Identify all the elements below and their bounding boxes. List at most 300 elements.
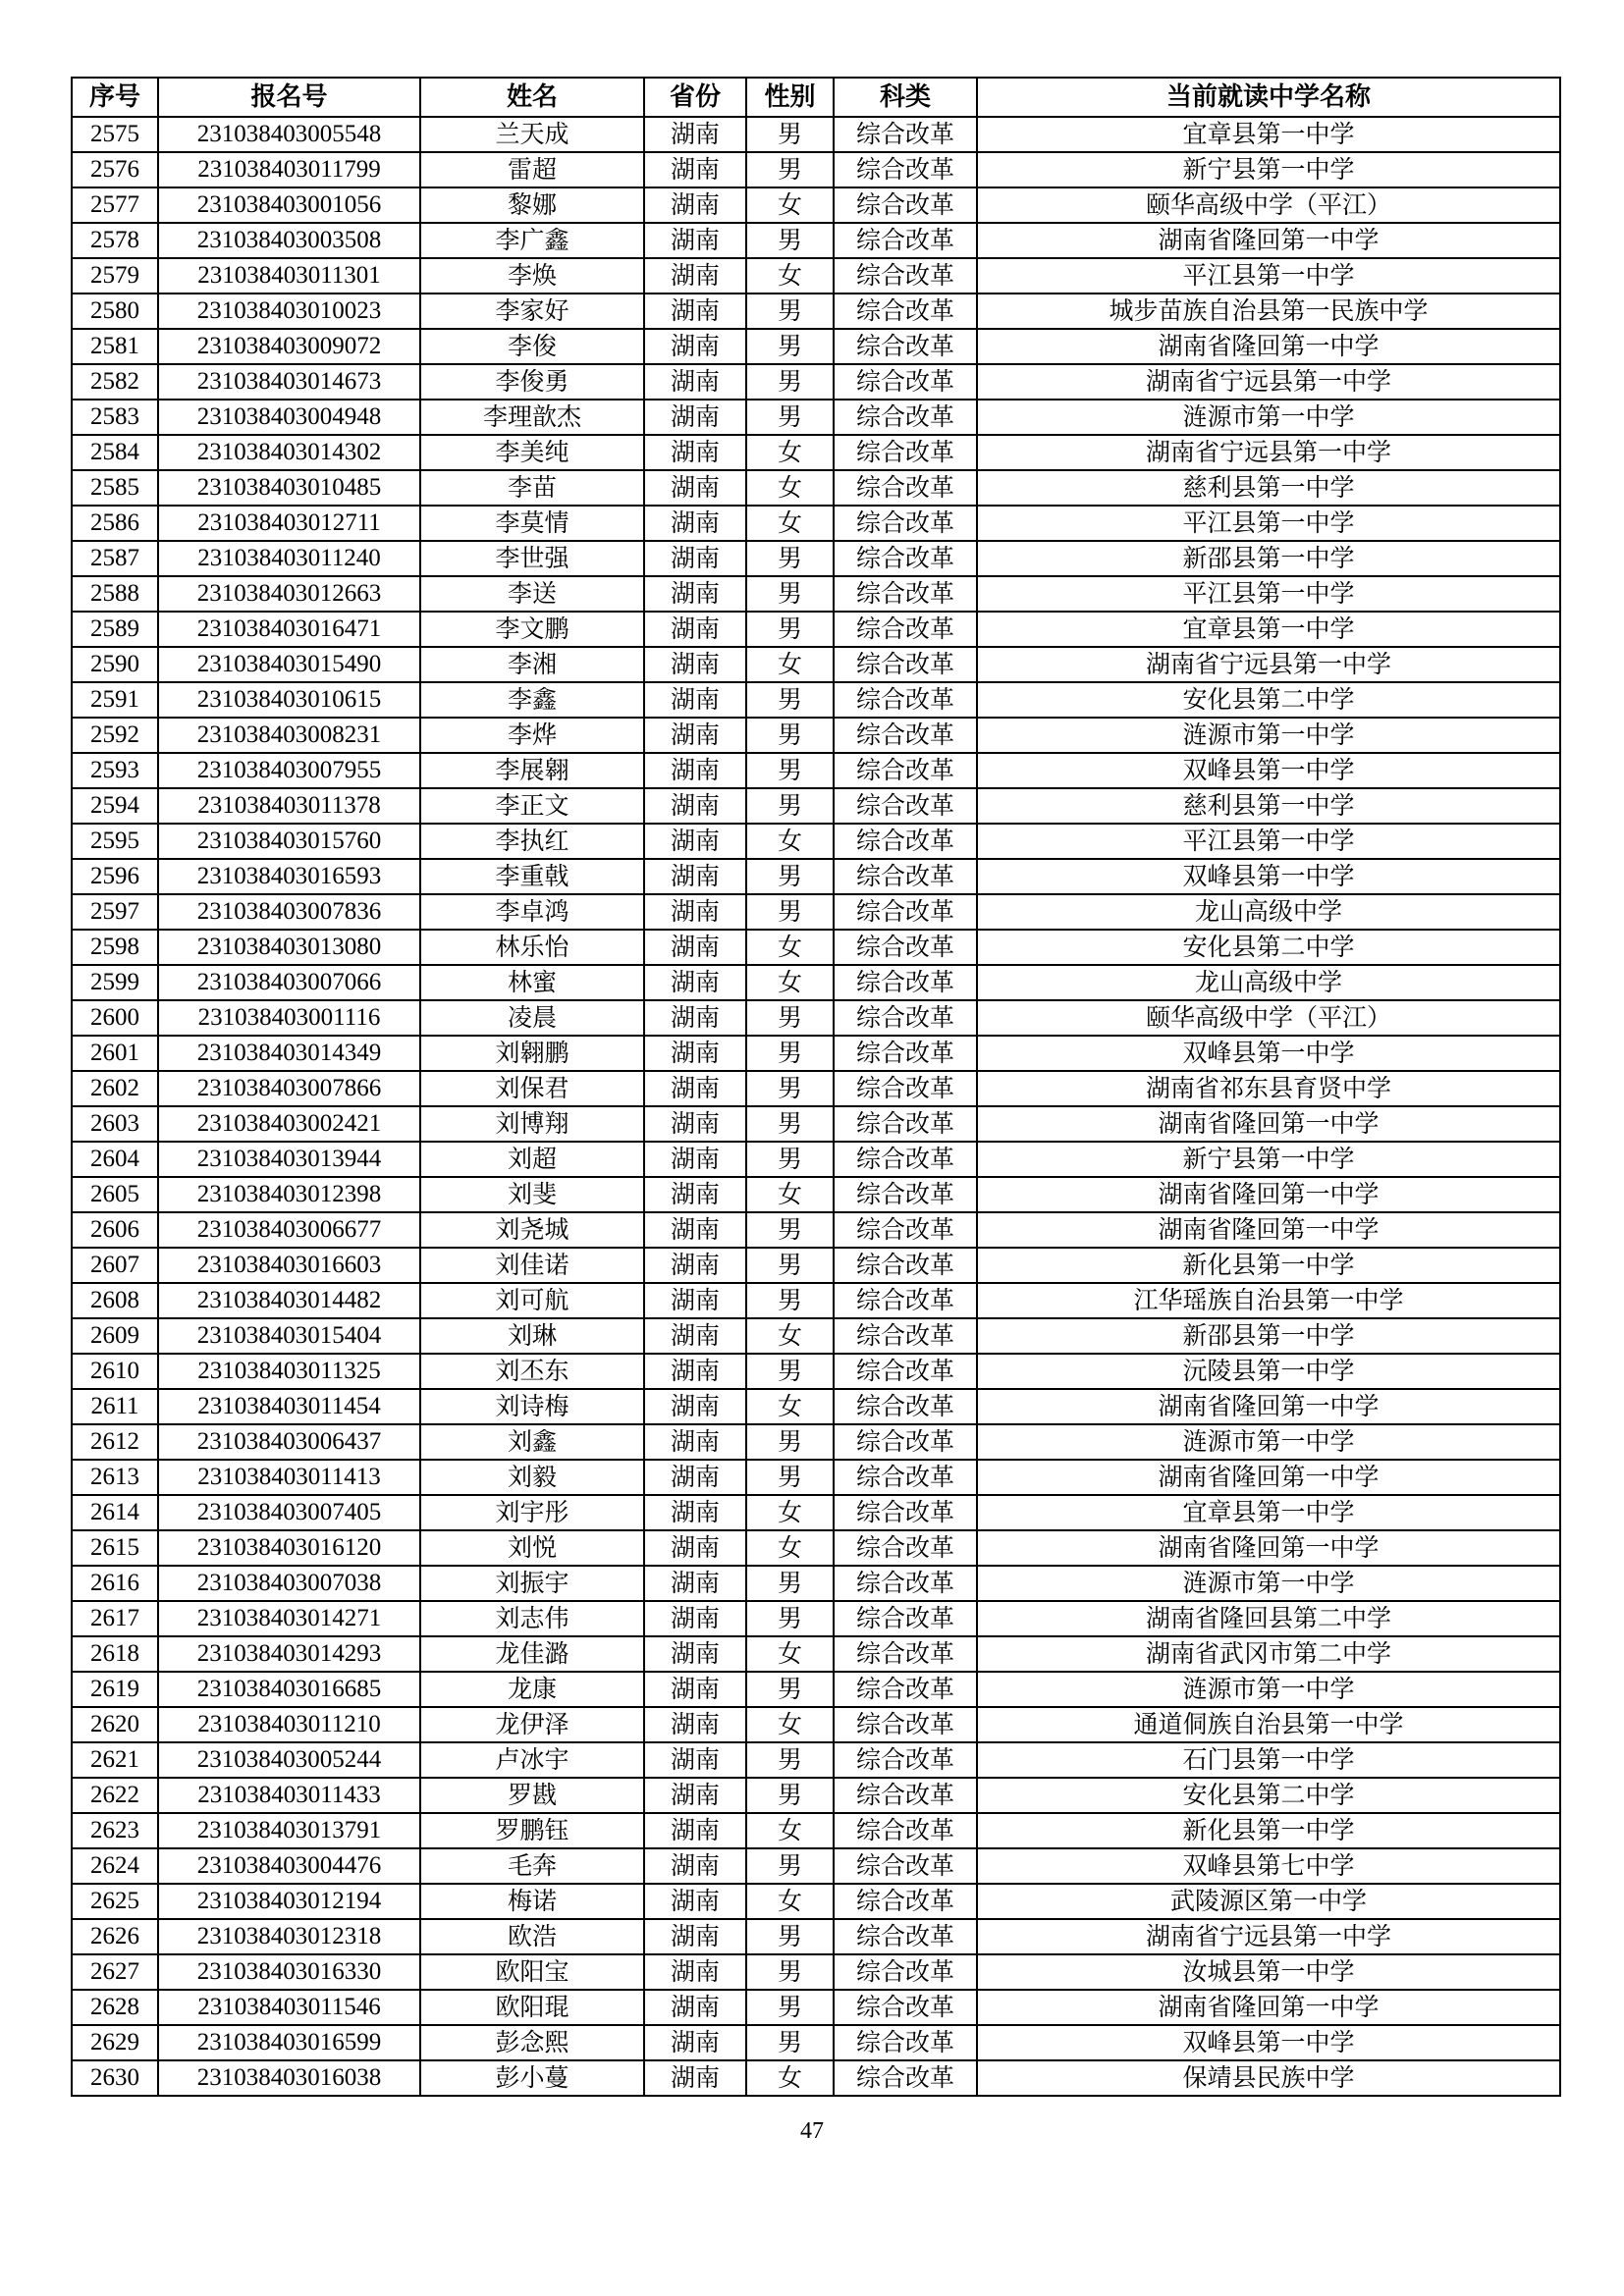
cell-category: 综合改革 [834,753,977,788]
cell-province: 湖南 [644,930,746,965]
cell-current-school: 沅陵县第一中学 [977,1354,1560,1389]
cell-province: 湖南 [644,1142,746,1177]
cell-name: 李俊勇 [420,364,644,400]
cell-gender: 男 [746,1036,834,1071]
cell-registration-number: 231038403005244 [158,1742,420,1778]
cell-category: 综合改革 [834,1424,977,1460]
cell-category: 综合改革 [834,1389,977,1424]
cell-serial: 2608 [72,1283,158,1318]
cell-serial: 2606 [72,1212,158,1248]
cell-serial: 2595 [72,824,158,859]
cell-current-school: 湖南省祁东县育贤中学 [977,1071,1560,1106]
cell-name: 刘佳诺 [420,1248,644,1283]
cell-registration-number: 231038403016038 [158,2060,420,2096]
cell-serial: 2582 [72,364,158,400]
cell-gender: 男 [746,541,834,576]
cell-current-school: 平江县第一中学 [977,506,1560,541]
cell-registration-number: 231038403011325 [158,1354,420,1389]
cell-registration-number: 231038403015404 [158,1318,420,1354]
cell-name: 李鑫 [420,682,644,718]
cell-category: 综合改革 [834,1813,977,1848]
cell-current-school: 湖南省隆回第一中学 [977,1990,1560,2025]
cell-current-school: 慈利县第一中学 [977,788,1560,824]
cell-category: 综合改革 [834,294,977,329]
cell-gender: 男 [746,223,834,258]
cell-name: 李卓鸿 [420,894,644,930]
cell-current-school: 双峰县第一中学 [977,859,1560,894]
cell-name: 刘斐 [420,1177,644,1212]
cell-gender: 男 [746,682,834,718]
cell-registration-number: 231038403016599 [158,2025,420,2060]
cell-gender: 女 [746,1707,834,1742]
cell-province: 湖南 [644,329,746,364]
cell-category: 综合改革 [834,1707,977,1742]
cell-gender: 男 [746,364,834,400]
cell-serial: 2589 [72,612,158,647]
cell-province: 湖南 [644,1177,746,1212]
cell-serial: 2599 [72,965,158,1000]
table-row [72,152,1560,187]
cell-province: 湖南 [644,223,746,258]
cell-current-school: 慈利县第一中学 [977,470,1560,506]
cell-serial: 2591 [72,682,158,718]
cell-gender: 男 [746,1142,834,1177]
cell-gender: 男 [746,1601,834,1636]
cell-category: 综合改革 [834,329,977,364]
table-row [72,1601,1560,1636]
cell-name: 雷超 [420,152,644,187]
table-row [72,329,1560,364]
cell-serial: 2615 [72,1530,158,1566]
cell-current-school: 涟源市第一中学 [977,400,1560,435]
cell-province: 湖南 [644,541,746,576]
cell-registration-number: 231038403010023 [158,294,420,329]
cell-serial: 2587 [72,541,158,576]
cell-current-school: 新宁县第一中学 [977,152,1560,187]
cell-serial: 2590 [72,647,158,682]
cell-gender: 男 [746,400,834,435]
cell-registration-number: 231038403014271 [158,1601,420,1636]
cell-current-school: 石门县第一中学 [977,1742,1560,1778]
table-row [72,930,1560,965]
cell-province: 湖南 [644,788,746,824]
cell-gender: 男 [746,1212,834,1248]
cell-registration-number: 231038403016593 [158,859,420,894]
cell-name: 卢冰宇 [420,1742,644,1778]
cell-serial: 2580 [72,294,158,329]
cell-registration-number: 231038403014482 [158,1283,420,1318]
cell-current-school: 涟源市第一中学 [977,718,1560,753]
cell-province: 湖南 [644,718,746,753]
cell-province: 湖南 [644,1636,746,1672]
header-province: 省份 [644,78,746,117]
table-row [72,258,1560,294]
cell-registration-number: 231038403012194 [158,1884,420,1919]
table-row [72,1248,1560,1283]
cell-gender: 男 [746,1460,834,1495]
cell-category: 综合改革 [834,1566,977,1601]
cell-category: 综合改革 [834,1106,977,1142]
cell-province: 湖南 [644,1106,746,1142]
cell-province: 湖南 [644,2060,746,2096]
cell-registration-number: 231038403016330 [158,1954,420,1990]
cell-category: 综合改革 [834,470,977,506]
table-body [72,117,1560,2096]
cell-gender: 男 [746,329,834,364]
cell-province: 湖南 [644,1530,746,1566]
cell-serial: 2604 [72,1142,158,1177]
cell-category: 综合改革 [834,506,977,541]
cell-gender: 女 [746,1177,834,1212]
cell-serial: 2576 [72,152,158,187]
cell-name: 李俊 [420,329,644,364]
cell-province: 湖南 [644,1248,746,1283]
cell-category: 综合改革 [834,541,977,576]
cell-gender: 女 [746,1530,834,1566]
table-row [72,1954,1560,1990]
cell-current-school: 武陵源区第一中学 [977,1884,1560,1919]
table-row [72,2060,1560,2096]
table-row [72,1036,1560,1071]
cell-province: 湖南 [644,1954,746,1990]
cell-category: 综合改革 [834,718,977,753]
cell-registration-number: 231038403005548 [158,117,420,152]
table-row [72,1742,1560,1778]
table-row [72,1813,1560,1848]
cell-gender: 男 [746,152,834,187]
table-row [72,718,1560,753]
cell-gender: 女 [746,647,834,682]
cell-name: 李世强 [420,541,644,576]
cell-serial: 2624 [72,1848,158,1884]
cell-serial: 2584 [72,435,158,470]
cell-registration-number: 231038403004476 [158,1848,420,1884]
table-row [72,1283,1560,1318]
cell-name: 毛奔 [420,1848,644,1884]
cell-name: 刘尧城 [420,1212,644,1248]
cell-serial: 2630 [72,2060,158,2096]
table-row [72,576,1560,612]
cell-serial: 2623 [72,1813,158,1848]
cell-gender: 男 [746,718,834,753]
cell-gender: 男 [746,117,834,152]
cell-category: 综合改革 [834,612,977,647]
cell-category: 综合改革 [834,1283,977,1318]
cell-name: 李家好 [420,294,644,329]
cell-name: 刘诗梅 [420,1389,644,1424]
cell-registration-number: 231038403016603 [158,1248,420,1283]
table-row [72,506,1560,541]
cell-gender: 男 [746,1742,834,1778]
cell-name: 龙康 [420,1672,644,1707]
cell-serial: 2618 [72,1636,158,1672]
cell-serial: 2600 [72,1000,158,1036]
cell-name: 李送 [420,576,644,612]
cell-province: 湖南 [644,258,746,294]
header-serial: 序号 [72,78,158,117]
cell-registration-number: 231038403011301 [158,258,420,294]
table-row [72,223,1560,258]
cell-name: 刘丕东 [420,1354,644,1389]
table-row [72,470,1560,506]
cell-province: 湖南 [644,1389,746,1424]
cell-province: 湖南 [644,1283,746,1318]
cell-province: 湖南 [644,1318,746,1354]
cell-serial: 2625 [72,1884,158,1919]
cell-registration-number: 231038403014349 [158,1036,420,1071]
table-row [72,824,1560,859]
cell-name: 李重戟 [420,859,644,894]
table-row [72,1566,1560,1601]
cell-province: 湖南 [644,965,746,1000]
cell-category: 综合改革 [834,223,977,258]
cell-province: 湖南 [644,1000,746,1036]
cell-current-school: 新化县第一中学 [977,1813,1560,1848]
cell-registration-number: 231038403007955 [158,753,420,788]
cell-registration-number: 231038403006437 [158,1424,420,1460]
cell-registration-number: 231038403001056 [158,187,420,223]
cell-registration-number: 231038403012398 [158,1177,420,1212]
table-row [72,965,1560,1000]
cell-registration-number: 231038403011210 [158,1707,420,1742]
cell-province: 湖南 [644,1919,746,1954]
cell-current-school: 安化县第二中学 [977,930,1560,965]
cell-category: 综合改革 [834,400,977,435]
cell-gender: 男 [746,1848,834,1884]
cell-category: 综合改革 [834,1954,977,1990]
table-row [72,1071,1560,1106]
cell-category: 综合改革 [834,859,977,894]
cell-registration-number: 231038403014673 [158,364,420,400]
table-row [72,1424,1560,1460]
table-row [72,1530,1560,1566]
cell-serial: 2596 [72,859,158,894]
cell-registration-number: 231038403011378 [158,788,420,824]
cell-province: 湖南 [644,824,746,859]
cell-serial: 2586 [72,506,158,541]
table-row [72,1000,1560,1036]
cell-gender: 女 [746,1813,834,1848]
cell-province: 湖南 [644,894,746,930]
cell-province: 湖南 [644,1071,746,1106]
cell-category: 综合改革 [834,930,977,965]
cell-province: 湖南 [644,400,746,435]
cell-serial: 2619 [72,1672,158,1707]
cell-gender: 男 [746,1283,834,1318]
cell-name: 刘振宇 [420,1566,644,1601]
table-row [72,435,1560,470]
cell-current-school: 湖南省隆回第一中学 [977,223,1560,258]
table-row [72,1990,1560,2025]
table-row [72,1672,1560,1707]
cell-province: 湖南 [644,576,746,612]
cell-category: 综合改革 [834,1460,977,1495]
cell-category: 综合改革 [834,1601,977,1636]
cell-current-school: 双峰县第一中学 [977,1036,1560,1071]
cell-current-school: 宜章县第一中学 [977,117,1560,152]
table-row [72,1884,1560,1919]
cell-current-school: 平江县第一中学 [977,576,1560,612]
cell-current-school: 龙山高级中学 [977,894,1560,930]
cell-gender: 女 [746,1389,834,1424]
cell-registration-number: 231038403007405 [158,1495,420,1530]
cell-gender: 女 [746,470,834,506]
cell-registration-number: 231038403014302 [158,435,420,470]
cell-registration-number: 231038403011240 [158,541,420,576]
cell-name: 李理歆杰 [420,400,644,435]
cell-gender: 男 [746,1248,834,1283]
table-row [72,364,1560,400]
cell-name: 刘琳 [420,1318,644,1354]
cell-gender: 男 [746,1071,834,1106]
cell-category: 综合改革 [834,1354,977,1389]
table-row [72,894,1560,930]
cell-province: 湖南 [644,1884,746,1919]
cell-registration-number: 231038403007836 [158,894,420,930]
cell-name: 龙伊泽 [420,1707,644,1742]
cell-current-school: 湖南省隆回第一中学 [977,1177,1560,1212]
cell-serial: 2626 [72,1919,158,1954]
cell-current-school: 湖南省隆回县第二中学 [977,1601,1560,1636]
cell-current-school: 宜章县第一中学 [977,1495,1560,1530]
cell-registration-number: 231038403011799 [158,152,420,187]
cell-gender: 男 [746,612,834,647]
cell-category: 综合改革 [834,1142,977,1177]
cell-current-school: 湖南省宁远县第一中学 [977,364,1560,400]
cell-serial: 2614 [72,1495,158,1530]
cell-name: 欧阳琨 [420,1990,644,2025]
cell-current-school: 湖南省隆回第一中学 [977,1530,1560,1566]
cell-serial: 2602 [72,1071,158,1106]
cell-current-school: 新化县第一中学 [977,1248,1560,1283]
cell-gender: 女 [746,1318,834,1354]
cell-current-school: 龙山高级中学 [977,965,1560,1000]
cell-name: 林乐怡 [420,930,644,965]
cell-category: 综合改革 [834,1672,977,1707]
cell-gender: 男 [746,1778,834,1813]
cell-serial: 2613 [72,1460,158,1495]
cell-province: 湖南 [644,1672,746,1707]
cell-province: 湖南 [644,1848,746,1884]
table-row [72,1495,1560,1530]
cell-name: 刘博翔 [420,1106,644,1142]
cell-name: 李苗 [420,470,644,506]
table-row [72,294,1560,329]
cell-serial: 2616 [72,1566,158,1601]
cell-current-school: 平江县第一中学 [977,258,1560,294]
table-row [72,1460,1560,1495]
cell-registration-number: 231038403015490 [158,647,420,682]
cell-category: 综合改革 [834,1071,977,1106]
table-row [72,187,1560,223]
cell-current-school: 城步苗族自治县第一民族中学 [977,294,1560,329]
cell-gender: 女 [746,187,834,223]
table-row [72,400,1560,435]
cell-serial: 2588 [72,576,158,612]
cell-name: 彭小蔓 [420,2060,644,2096]
cell-current-school: 湖南省隆回第一中学 [977,1389,1560,1424]
cell-name: 梅诺 [420,1884,644,1919]
cell-registration-number: 231038403009072 [158,329,420,364]
cell-current-school: 新邵县第一中学 [977,1318,1560,1354]
cell-category: 综合改革 [834,1742,977,1778]
cell-name: 龙佳潞 [420,1636,644,1672]
cell-gender: 男 [746,294,834,329]
cell-serial: 2594 [72,788,158,824]
cell-current-school: 平江县第一中学 [977,824,1560,859]
cell-category: 综合改革 [834,364,977,400]
cell-registration-number: 231038403003508 [158,223,420,258]
cell-current-school: 湖南省宁远县第一中学 [977,647,1560,682]
cell-name: 欧浩 [420,1919,644,1954]
cell-province: 湖南 [644,753,746,788]
header-name: 姓名 [420,78,644,117]
cell-current-school: 汝城县第一中学 [977,1954,1560,1990]
cell-registration-number: 231038403011433 [158,1778,420,1813]
cell-registration-number: 231038403011413 [158,1460,420,1495]
cell-province: 湖南 [644,2025,746,2060]
cell-category: 综合改革 [834,788,977,824]
cell-serial: 2609 [72,1318,158,1354]
cell-name: 李文鹏 [420,612,644,647]
cell-registration-number: 231038403011546 [158,1990,420,2025]
cell-current-school: 双峰县第七中学 [977,1848,1560,1884]
cell-serial: 2578 [72,223,158,258]
cell-registration-number: 231038403007066 [158,965,420,1000]
cell-current-school: 湖南省宁远县第一中学 [977,1919,1560,1954]
cell-category: 综合改革 [834,117,977,152]
cell-province: 湖南 [644,294,746,329]
cell-gender: 男 [746,1106,834,1142]
cell-registration-number: 231038403002421 [158,1106,420,1142]
cell-current-school: 湖南省隆回第一中学 [977,1460,1560,1495]
table-row [72,1106,1560,1142]
cell-category: 综合改革 [834,1848,977,1884]
cell-gender: 男 [746,753,834,788]
cell-name: 刘宇彤 [420,1495,644,1530]
cell-gender: 女 [746,258,834,294]
cell-name: 黎娜 [420,187,644,223]
cell-category: 综合改革 [834,965,977,1000]
cell-registration-number: 231038403010485 [158,470,420,506]
table-row [72,682,1560,718]
cell-name: 刘鑫 [420,1424,644,1460]
cell-gender: 男 [746,1990,834,2025]
cell-category: 综合改革 [834,576,977,612]
cell-serial: 2629 [72,2025,158,2060]
cell-current-school: 湖南省宁远县第一中学 [977,435,1560,470]
cell-name: 刘悦 [420,1530,644,1566]
header-registration-number: 报名号 [158,78,420,117]
cell-name: 刘翱鹏 [420,1036,644,1071]
cell-province: 湖南 [644,1460,746,1495]
cell-province: 湖南 [644,1813,746,1848]
cell-current-school: 通道侗族自治县第一中学 [977,1707,1560,1742]
cell-province: 湖南 [644,187,746,223]
cell-name: 刘超 [420,1142,644,1177]
cell-gender: 女 [746,506,834,541]
cell-current-school: 涟源市第一中学 [977,1672,1560,1707]
cell-registration-number: 231038403011454 [158,1389,420,1424]
cell-registration-number: 231038403012711 [158,506,420,541]
cell-name: 凌晨 [420,1000,644,1036]
cell-province: 湖南 [644,152,746,187]
cell-current-school: 湖南省隆回第一中学 [977,1212,1560,1248]
cell-gender: 女 [746,435,834,470]
cell-province: 湖南 [644,647,746,682]
cell-category: 综合改革 [834,647,977,682]
cell-category: 综合改革 [834,1212,977,1248]
